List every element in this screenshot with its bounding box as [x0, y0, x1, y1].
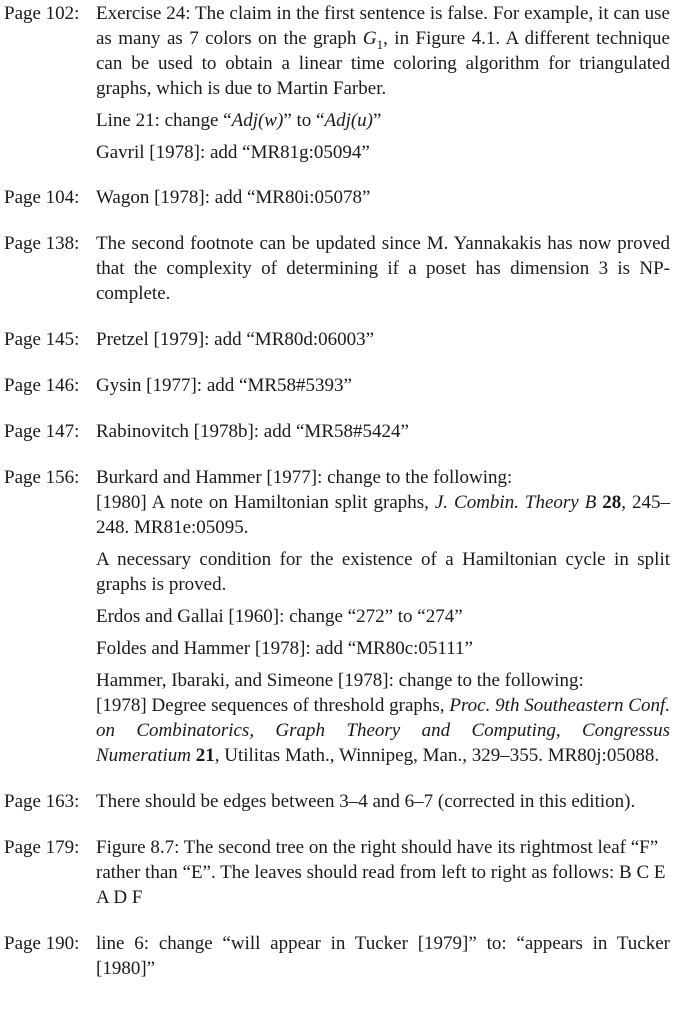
errata-entry-page-163 [0, 789, 675, 814]
entry-page-label: Page 102: [4, 3, 80, 24]
entry-page-label: Page 145: [4, 329, 80, 350]
entry-text: ” [373, 110, 382, 131]
entry-page-label: Page 146: [4, 375, 80, 396]
math-expression: Adj(u) [324, 110, 374, 131]
entry-paragraph [96, 668, 670, 768]
errata-entry-page-147 [0, 419, 675, 444]
volume-number: 21 [191, 745, 215, 766]
entry-text: Exercise 24: The claim in the first sentence is false. For example, it can use as many as 7 colors on the graph [96, 3, 670, 49]
entry-page-label: Page 190: [4, 933, 80, 954]
errata-entry-page-145 [0, 327, 675, 352]
entry-page-label: Page 104: [4, 187, 80, 208]
citation-text: , 245–248. MR81e:05095. [96, 492, 670, 538]
math-expression: Adj(w) [231, 110, 284, 131]
citation-text: , Utilitas Math., Winnipeg, Man., 329–355. MR80j:05088. [214, 745, 660, 766]
errata-entry-page-146 [0, 373, 675, 398]
entry-page-label: Page 147: [4, 421, 80, 442]
journal-title: J. Combin. Theory B [434, 492, 597, 513]
entry-text: Hammer, Ibaraki, and Simeone [1978]: change to the following: [96, 670, 584, 691]
entry-paragraph: Gavril [1978]: add “MR81g:05094” [96, 142, 370, 163]
entry-text: Pretzel [1979]: add “MR80d:06003” [96, 329, 375, 350]
entry-body [96, 465, 670, 768]
entry-paragraph: Erdos and Gallai [1960]: change “272” to “274” [96, 606, 463, 627]
citation-text: [1980] A note on Hamiltonian split graphs, [96, 492, 435, 513]
entry-paragraph: A necessary condition for the existence of a Hamiltonian cycle in split graphs is proved. [96, 549, 670, 595]
entry-text: Wagon [1978]: add “MR80i:05078” [96, 187, 371, 208]
entry-page-label: Page 156: [4, 467, 80, 488]
errata-entry-page-138 [0, 231, 675, 306]
entry-text: Gysin [1977]: add “MR58#5393” [96, 375, 352, 396]
journal-title: Proc. 9th Southeastern Conf. on Combinatorics, Graph Theory and Computing, Congressus Numeratium [96, 695, 670, 766]
entry-page-label: Page 179: [4, 837, 80, 858]
graph-subscript: 1 [376, 36, 384, 52]
graph-symbol: G [362, 28, 377, 49]
errata-entry-page-104 [0, 185, 675, 210]
entry-text: Rabinovitch [1978b]: add “MR58#5424” [96, 421, 409, 442]
errata-entry-page-179 [0, 835, 675, 910]
errata-entry-page-156 [0, 465, 675, 768]
entry-page-label: Page 163: [4, 791, 80, 812]
entry-text: There should be edges between 3–4 and 6–7 (corrected in this edition). [96, 791, 636, 812]
entry-text: The second footnote can be updated since M. Yannakakis has now proved that the complexity of determining if a poset has dimension 3 is NP-complete. [96, 233, 670, 304]
errata-entry-page-102 [0, 1, 675, 165]
errata-entry-page-190 [0, 931, 675, 981]
entry-text: line 6: change “will appear in Tucker [1979]” to: “appears in Tucker [1980]” [96, 933, 670, 979]
entry-text: Line 21: change “ [96, 110, 232, 131]
entry-paragraph [96, 1, 670, 101]
entry-page-label: Page 138: [4, 233, 80, 254]
entry-body [96, 1, 670, 165]
entry-text: , in Figure 4.1. A different technique can be used to obtain a linear time coloring algorithm for triangulated graphs, which is due to Martin Farber. [96, 28, 670, 99]
entry-paragraph [96, 465, 670, 540]
entry-text: Burkard and Hammer [1977]: change to the following: [96, 467, 513, 488]
entry-text: ” to “ [283, 110, 325, 131]
volume-number: 28 [596, 492, 622, 513]
entry-paragraph: Foldes and Hammer [1978]: add “MR80c:05111” [96, 638, 473, 659]
entry-paragraph [96, 108, 670, 133]
citation-text: [1978] Degree sequences of threshold graphs, [96, 695, 450, 716]
entry-text: Figure 8.7: The second tree on the right should have its rightmost leaf “F” rather than “E”. The leaves should read from left to right as follows: B C E A D F [96, 837, 666, 908]
